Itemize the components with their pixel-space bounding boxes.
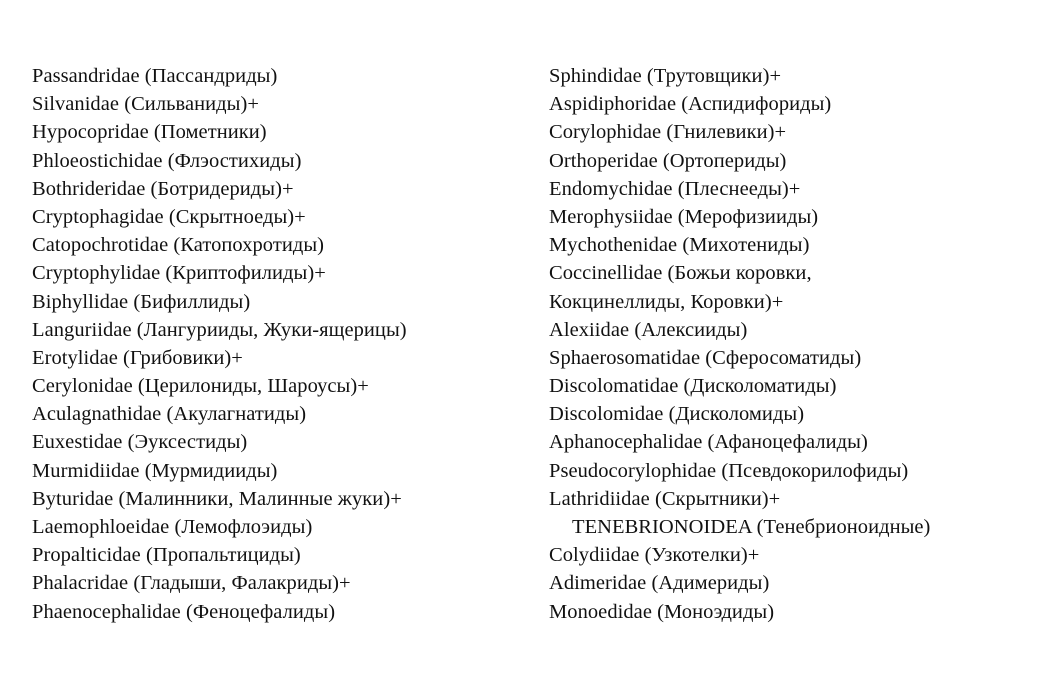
family-entry: Languriidae (Лангурииды, Жуки-ящерицы) bbox=[32, 318, 407, 341]
family-entry: Lathridiidae (Скрытники)+ bbox=[549, 487, 781, 510]
family-entry: Laemophloeidae (Лемофлоэиды) bbox=[32, 516, 313, 538]
family-entry: Corylophidae (Гнилевики)+ bbox=[549, 121, 787, 144]
family-entry: Murmidiidae (Мурмидииды) bbox=[32, 459, 278, 482]
family-entry: Merophysiidae (Мерофизииды) bbox=[549, 205, 819, 228]
family-entry: Monoedidae (Моноэдиды) bbox=[549, 600, 775, 623]
family-entry: Mychothenidae (Михотениды) bbox=[549, 234, 810, 257]
family-entry: Sphaerosomatidae (Сферосоматиды) bbox=[549, 346, 862, 369]
family-entry: Erotylidae (Грибовики)+ bbox=[32, 346, 243, 369]
family-entry: Catopochrotidae (Катопохротиды) bbox=[32, 234, 325, 257]
family-entry: Discolomatidae (Дисколоматиды) bbox=[549, 375, 837, 398]
family-entry: Orthoperidae (Ортопериды) bbox=[549, 149, 787, 172]
family-entry: Sphindidae (Трутовщики)+ bbox=[549, 65, 782, 87]
family-entry: Endomychidae (Плеснееды)+ bbox=[549, 177, 801, 200]
left-column bbox=[32, 62, 522, 626]
family-entry: Cryptophylidae (Криптофилиды)+ bbox=[32, 262, 326, 285]
family-entry: Phalacridae (Гладыши, Фалакриды)+ bbox=[32, 572, 351, 595]
family-entry: Phaenocephalidae (Феноцефалиды) bbox=[32, 600, 336, 623]
family-entry: Silvanidae (Сильваниды)+ bbox=[32, 93, 259, 116]
superfamily-heading: TENEBRIONOIDEA (Тенебрионоидные) bbox=[572, 516, 931, 538]
family-entry: Hypocopridae (Пометники) bbox=[32, 121, 267, 144]
family-entry: Alexiidae (Алексииды) bbox=[549, 318, 748, 341]
family-entry-continued: Кокцинеллиды, Коровки)+ bbox=[549, 290, 784, 313]
family-entry: Aculagnathidae (Акулагнатиды) bbox=[32, 403, 307, 426]
right-column bbox=[549, 62, 1054, 626]
family-entry: Aspidiphoridae (Аспидифориды) bbox=[549, 93, 832, 116]
family-entry: Aphanocephalidae (Афаноцефалиды) bbox=[549, 431, 868, 454]
family-entry: Pseudocorylophidae (Псевдокорилофиды) bbox=[549, 459, 909, 482]
family-entry: Bothrideridae (Ботридериды)+ bbox=[32, 177, 294, 200]
family-entry: Propalticidae (Пропальтициды) bbox=[32, 544, 301, 567]
family-entry: Colydiidae (Узкотелки)+ bbox=[549, 544, 760, 567]
family-entry: Cerylonidae (Церилониды, Шароусы)+ bbox=[32, 375, 369, 398]
family-entry: Cryptophagidae (Скрытноеды)+ bbox=[32, 205, 306, 228]
family-entry: Coccinellidae (Божьи коровки, bbox=[549, 262, 812, 285]
family-entry: Discolomidae (Дисколомиды) bbox=[549, 403, 805, 426]
family-entry: Euxestidae (Эуксестиды) bbox=[32, 431, 248, 454]
family-entry: Phloeostichidae (Флэостихиды) bbox=[32, 149, 302, 172]
family-entry: Biphyllidae (Бифиллиды) bbox=[32, 290, 251, 313]
family-entry: Adimeridae (Адимериды) bbox=[549, 572, 770, 595]
family-entry: Byturidae (Малинники, Малинные жуки)+ bbox=[32, 487, 402, 510]
family-entry: Passandridae (Пассандриды) bbox=[32, 65, 278, 87]
